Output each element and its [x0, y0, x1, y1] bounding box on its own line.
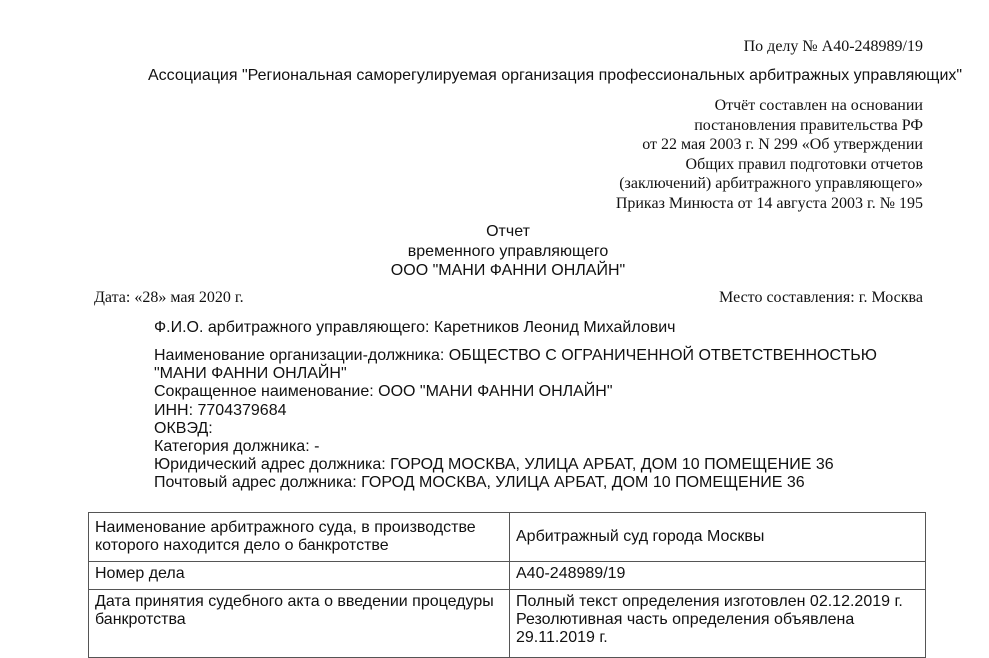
cell-line: Арбитражный суд города Москвы [516, 527, 765, 545]
debtor-postal-address: Почтовый адрес должника: ГОРОД МОСКВА, УЛИЦА АРБАТ, ДОМ 10 ПОМЕЩЕНИЕ 36 [154, 474, 805, 492]
table-cell-label [89, 562, 510, 590]
table-cell-value [510, 562, 926, 590]
table-row [89, 513, 926, 562]
report-place: Место составления: г. Москва [719, 289, 923, 306]
cell-line: Полный текст определения изготовлен 02.12.2019 г. [516, 593, 903, 610]
debtor-name: Наименование организации-должника: ОБЩЕСТВО С ОГРАНИЧЕННОЙ ОТВЕТСТВЕННОСТЬЮ [154, 347, 877, 364]
title-line: ООО "МАНИ ФАННИ ОНЛАЙН" [390, 262, 626, 279]
table-cell-label [89, 513, 510, 562]
table-cell-label [89, 590, 510, 658]
report-title [308, 222, 708, 281]
cell-line: А40-248989/19 [516, 565, 626, 582]
debtor-inn: ИНН: 7704379684 [154, 401, 287, 419]
basis-line: Общих правил подготовки отчетов [685, 155, 923, 173]
cell-line: которого находится дело о банкротстве [95, 536, 389, 554]
table-row [89, 590, 926, 658]
cell-line: Резолютивная часть определения объявлена 29.11.2019 г. [516, 611, 855, 646]
cell-line: банкротства [95, 611, 186, 628]
debtor-short-name: Сокращенное наименование: ООО "МАНИ ФАННИ ОНЛАЙН" [154, 383, 613, 401]
basis-line: постановления правительства РФ [694, 116, 923, 134]
cell-line: Дата принятия судебного акта о введении процедуры [95, 593, 494, 610]
basis-line: Приказ Минюста от 14 августа 2003 г. № 195 [615, 194, 923, 212]
basis-line: от 22 мая 2003 г. N 299 «Об утверждении [642, 136, 923, 153]
debtor-legal-address: Юридический адрес должника: ГОРОД МОСКВА, УЛИЦА АРБАТ, ДОМ 10 ПОМЕЩЕНИЕ 36 [154, 456, 834, 474]
cell-line: Наименование арбитражного суда, в производстве [95, 518, 476, 536]
table-row [89, 562, 926, 590]
case-number: По делу № А40-248989/19 [743, 38, 923, 55]
legal-basis-block [616, 96, 923, 213]
debtor-okved: ОКВЭД: [154, 419, 213, 437]
manager-name: Ф.И.О. арбитражного управляющего: Каретников Леонид Михайлович [154, 319, 676, 336]
table-cell-value [510, 513, 926, 562]
title-line: временного управляющего [407, 242, 609, 260]
report-date: Дата: «28» мая 2020 г. [94, 289, 244, 306]
table-cell-value [510, 590, 926, 658]
cell-line: Номер дела [95, 565, 185, 582]
debtor-info [154, 347, 877, 493]
case-info-table [88, 512, 926, 658]
basis-line: Отчёт составлен на основании [714, 97, 923, 114]
basis-line: (заключений) арбитражного управляющего» [619, 175, 923, 192]
debtor-name-cont: "МАНИ ФАННИ ОНЛАЙН" [154, 365, 347, 383]
title-line: Отчет [486, 223, 530, 240]
debtor-category: Категория должника: - [154, 438, 320, 456]
association-name: Ассоциация "Региональная саморегулируемая организация профессиональных арбитражных управляющих" [148, 67, 963, 84]
